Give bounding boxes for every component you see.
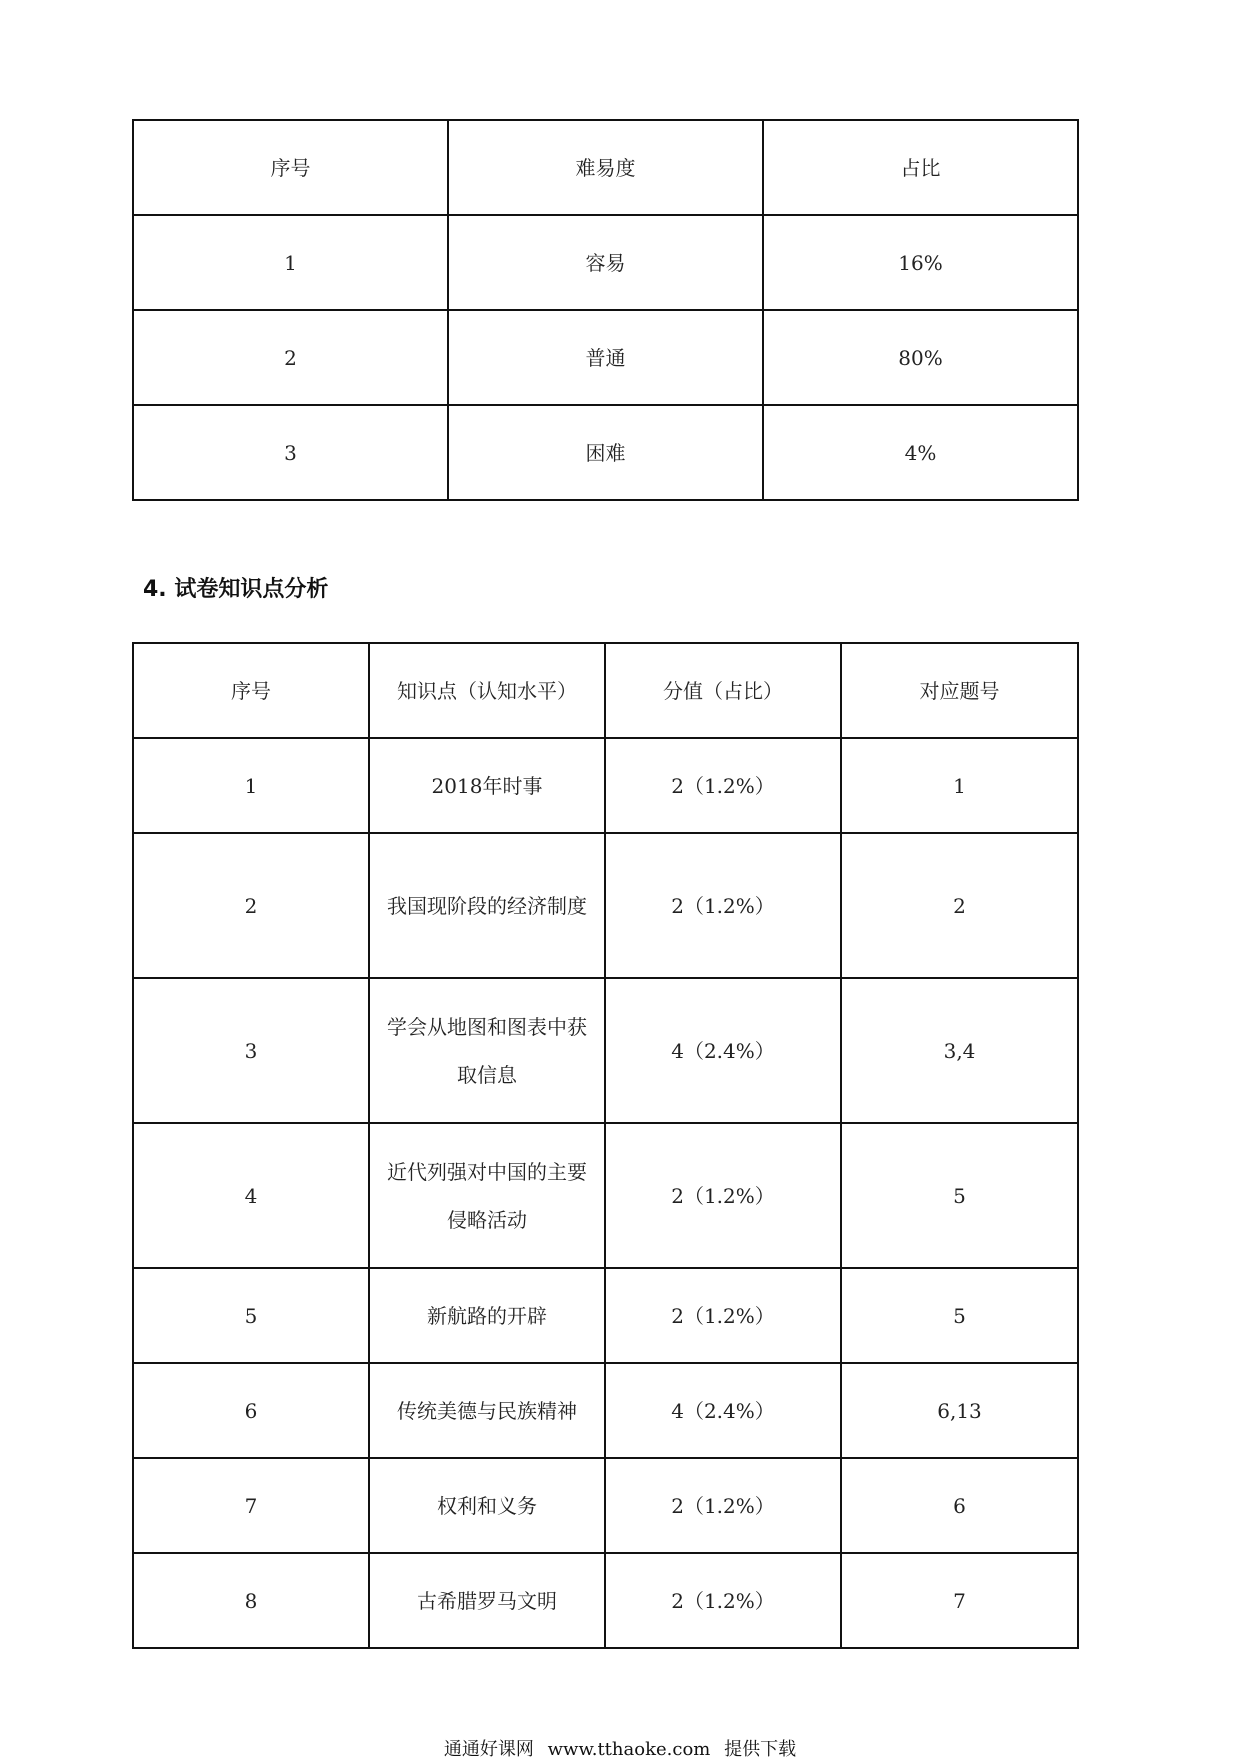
table-cell: 权利和义务 xyxy=(369,1458,605,1553)
table-cell: 7 xyxy=(133,1458,369,1553)
header-cell: 知识点（认知水平） xyxy=(369,643,605,738)
table-row xyxy=(133,1458,1078,1553)
table-cell: 2 xyxy=(133,310,448,405)
table-cell: 6 xyxy=(841,1458,1078,1553)
header-cell: 占比 xyxy=(763,120,1078,215)
table-cell: 2（1.2%） xyxy=(605,1553,841,1648)
table-row xyxy=(133,1553,1078,1648)
table-cell: 2（1.2%） xyxy=(605,1268,841,1363)
table-cell: 普通 xyxy=(448,310,763,405)
table-cell: 传统美德与民族精神 xyxy=(369,1363,605,1458)
table-cell: 3 xyxy=(133,405,448,500)
footer-url[interactable]: www.tthaoke.com xyxy=(547,1739,711,1760)
table-cell: 古希腊罗马文明 xyxy=(369,1553,605,1648)
table-cell: 2 xyxy=(841,833,1078,978)
table-header-row xyxy=(133,643,1078,738)
table-cell: 3 xyxy=(133,978,369,1123)
footer-site-name: 通通好课网 xyxy=(443,1739,534,1760)
table-cell: 容易 xyxy=(448,215,763,310)
table-cell: 4% xyxy=(763,405,1078,500)
table-row xyxy=(133,978,1078,1123)
knowledge-table xyxy=(132,642,1079,1649)
table-cell: 6,13 xyxy=(841,1363,1078,1458)
table-row xyxy=(133,738,1078,833)
table-cell: 5 xyxy=(133,1268,369,1363)
table-row xyxy=(133,1268,1078,1363)
table-cell: 8 xyxy=(133,1553,369,1648)
header-cell: 序号 xyxy=(133,643,369,738)
table-cell: 1 xyxy=(841,738,1078,833)
table-cell: 7 xyxy=(841,1553,1078,1648)
table-row xyxy=(133,1123,1078,1268)
table-cell: 我国现阶段的经济制度 xyxy=(369,833,605,978)
page-footer xyxy=(0,1735,1240,1761)
table-cell: 3,4 xyxy=(841,978,1078,1123)
table-cell: 4（2.4%） xyxy=(605,978,841,1123)
table-cell: 新航路的开辟 xyxy=(369,1268,605,1363)
table-cell: 1 xyxy=(133,738,369,833)
difficulty-table xyxy=(132,119,1079,501)
table-cell: 困难 xyxy=(448,405,763,500)
section-heading: 4. 试卷知识点分析 xyxy=(143,577,329,602)
table-cell: 1 xyxy=(133,215,448,310)
table-cell: 4 xyxy=(133,1123,369,1268)
table-row xyxy=(133,1363,1078,1458)
header-cell: 难易度 xyxy=(448,120,763,215)
table-row xyxy=(133,310,1078,405)
table-row xyxy=(133,833,1078,978)
table-cell: 2（1.2%） xyxy=(605,1123,841,1268)
table-cell: 5 xyxy=(841,1123,1078,1268)
table-row xyxy=(133,215,1078,310)
table-cell: 5 xyxy=(841,1268,1078,1363)
header-cell: 序号 xyxy=(133,120,448,215)
header-cell: 对应题号 xyxy=(841,643,1078,738)
table-cell: 近代列强对中国的主要侵略活动 xyxy=(369,1123,605,1268)
table-row xyxy=(133,405,1078,500)
table-cell: 2（1.2%） xyxy=(605,738,841,833)
table-cell: 4（2.4%） xyxy=(605,1363,841,1458)
table-cell: 2 xyxy=(133,833,369,978)
footer-suffix: 提供下载 xyxy=(724,1739,797,1760)
table-header-row xyxy=(133,120,1078,215)
table-cell: 6 xyxy=(133,1363,369,1458)
header-cell: 分值（占比） xyxy=(605,643,841,738)
table-cell: 16% xyxy=(763,215,1078,310)
table-cell: 学会从地图和图表中获取信息 xyxy=(369,978,605,1123)
table-cell: 2（1.2%） xyxy=(605,833,841,978)
table-cell: 80% xyxy=(763,310,1078,405)
table-cell: 2018年时事 xyxy=(369,738,605,833)
table-cell: 2（1.2%） xyxy=(605,1458,841,1553)
